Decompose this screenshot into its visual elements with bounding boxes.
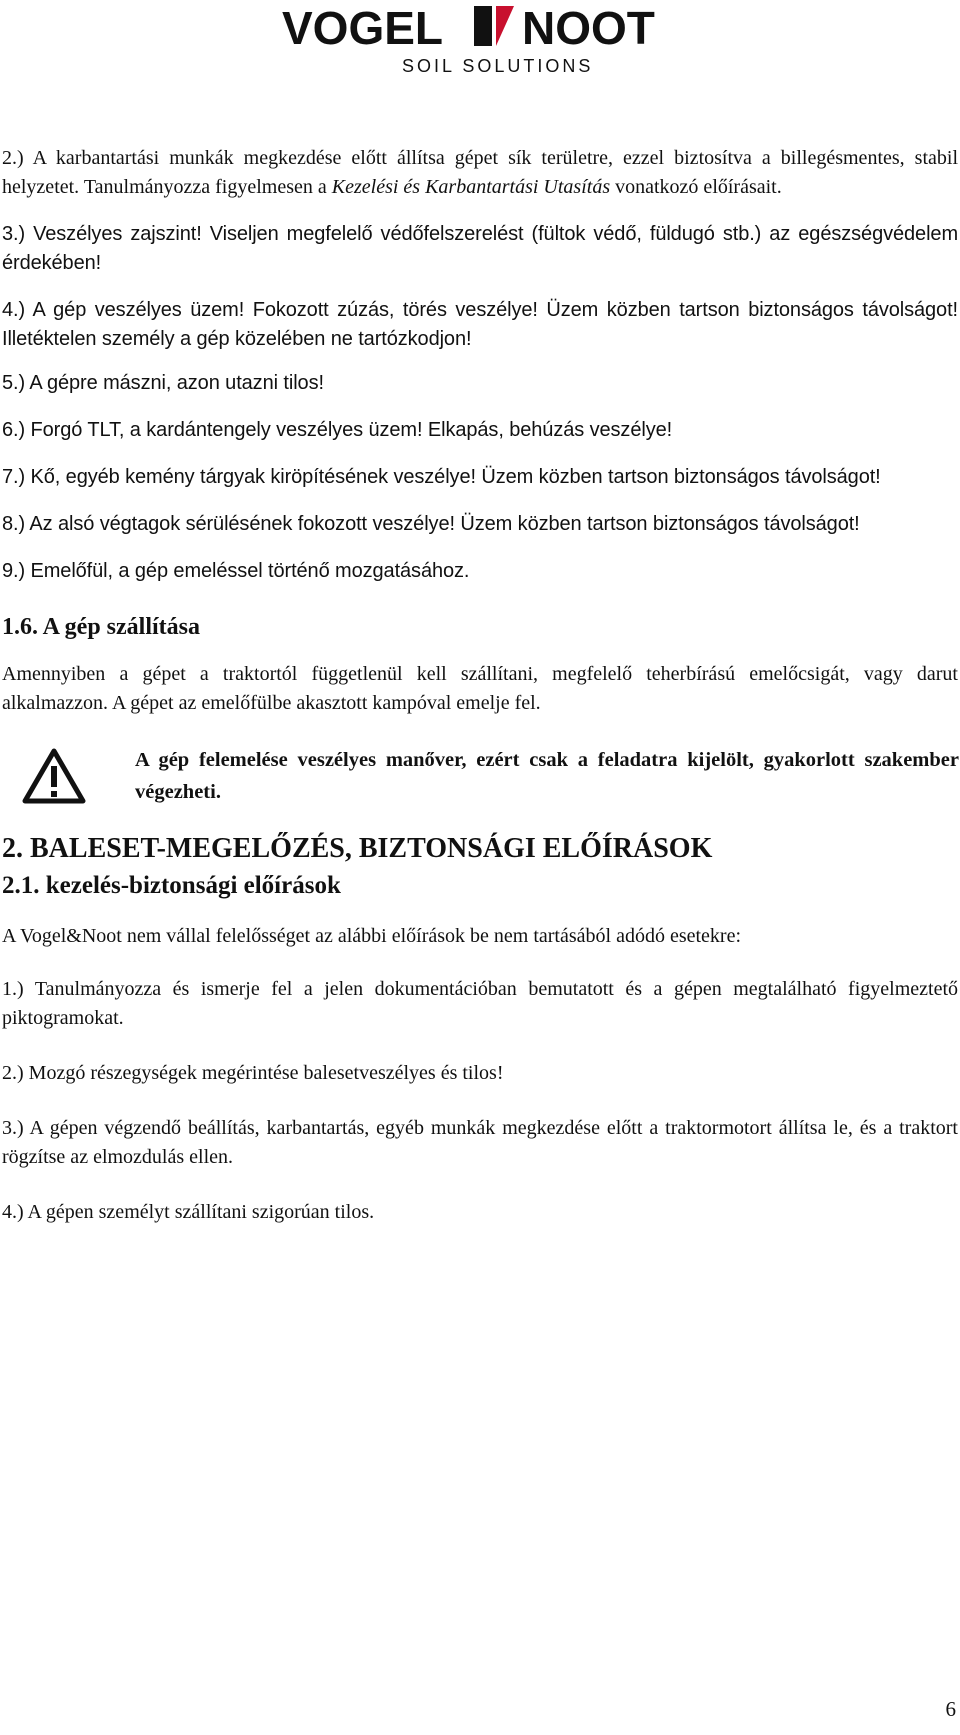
logo-mark: [474, 6, 514, 46]
chapter-2-intro: A Vogel&Noot nem vállal felelősséget az alábbi előírások be nem tartásából adódó esetekre:: [2, 925, 742, 947]
brand-logo: [0, 0, 960, 80]
item-6: 6.) Forgó TLT, a kardántengely veszélyes üzem! Elkapás, behúzás veszélye!: [2, 419, 673, 441]
rule-4: 4.) A gépen személyt szállítani szigorúan tilos.: [2, 1201, 375, 1223]
section-2-1-title: 2.1. kezelés-biztonsági előírások: [2, 872, 341, 899]
item-2-text-b: vonatkozó előírásait.: [610, 176, 782, 198]
vogel-noot-logo: [282, 2, 682, 76]
logo-brand-right: NOOT: [522, 2, 655, 54]
item-2-manual-ref: Kezelési és Karbantartási Utasítás: [331, 176, 611, 198]
rule-2: 2.) Mozgó részegységek megérintése balesetveszélyes és tilos!: [2, 1062, 504, 1084]
page-content: [0, 110, 960, 1227]
logo-tagline: SOIL SOLUTIONS: [402, 56, 594, 76]
item-9: 9.) Emelőfül, a gép emeléssel történő mozgatásához.: [2, 560, 470, 582]
chapter-2-title: 2. BALESET-MEGELŐZÉS, BIZTONSÁGI ELŐÍRÁSOK: [2, 833, 713, 864]
logo-brand-left: VOGEL: [282, 2, 444, 54]
warning-box: [0, 744, 960, 806]
item-4: 4.) A gép veszélyes üzem! Fokozott zúzás, törés veszélye! Üzem közben tartson biztonságos távolságot! Illetéktelen személy a gép közelében ne tartózkodjon!: [2, 299, 958, 350]
page-number: 6: [945, 1697, 956, 1721]
warning-triangle-icon: [22, 748, 86, 804]
section-1-6-body: Amennyiben a gépet a traktortól függetlenül kell szállítani, megfelelő teherbírású emelőcsigát, vagy darut alkalmazzon. A gépet az emelőfülbe akasztott kampóval emelje fel.: [2, 663, 958, 714]
item-7: 7.) Kő, egyéb kemény tárgyak kiröpítésének veszélye! Üzem közben tartson biztonságos távolságot!: [2, 466, 881, 488]
section-1-6-title: 1.6. A gép szállítása: [2, 614, 201, 640]
item-2: [0, 144, 958, 202]
item-2-text-a: 2.) A karbantartási munkák megkezdése előtt állítsa gépet sík területre, ezzel biztosítva a billegésmentes, stabil helyzetet. Tanulmányozza figyelmesen a: [2, 147, 958, 198]
rule-3: 3.) A gépen végzendő beállítás, karbantartás, egyéb munkák megkezdése előtt a traktormotort állítsa le, és a traktort rögzítse az elmozdulás ellen.: [2, 1117, 958, 1168]
rule-1: 1.) Tanulmányozza és ismerje fel a jelen dokumentációban bemutatott és a gépen megtalálható figyelmeztető piktogramokat.: [2, 978, 958, 1029]
item-5: 5.) A gépre mászni, azon utazni tilos!: [2, 372, 324, 394]
warning-text: A gép felemelése veszélyes manőver, ezért csak a feladatra kijelölt, gyakorlott szakember végezheti.: [135, 749, 959, 803]
item-3: 3.) Veszélyes zajszint! Viseljen megfelelő védőfelszerelést (fültok védő, füldugó stb.) az egészségvédelem érdekében!: [2, 223, 958, 274]
item-8: 8.) Az alsó végtagok sérülésének fokozott veszélye! Üzem közben tartson biztonságos távolságot!: [2, 513, 860, 535]
